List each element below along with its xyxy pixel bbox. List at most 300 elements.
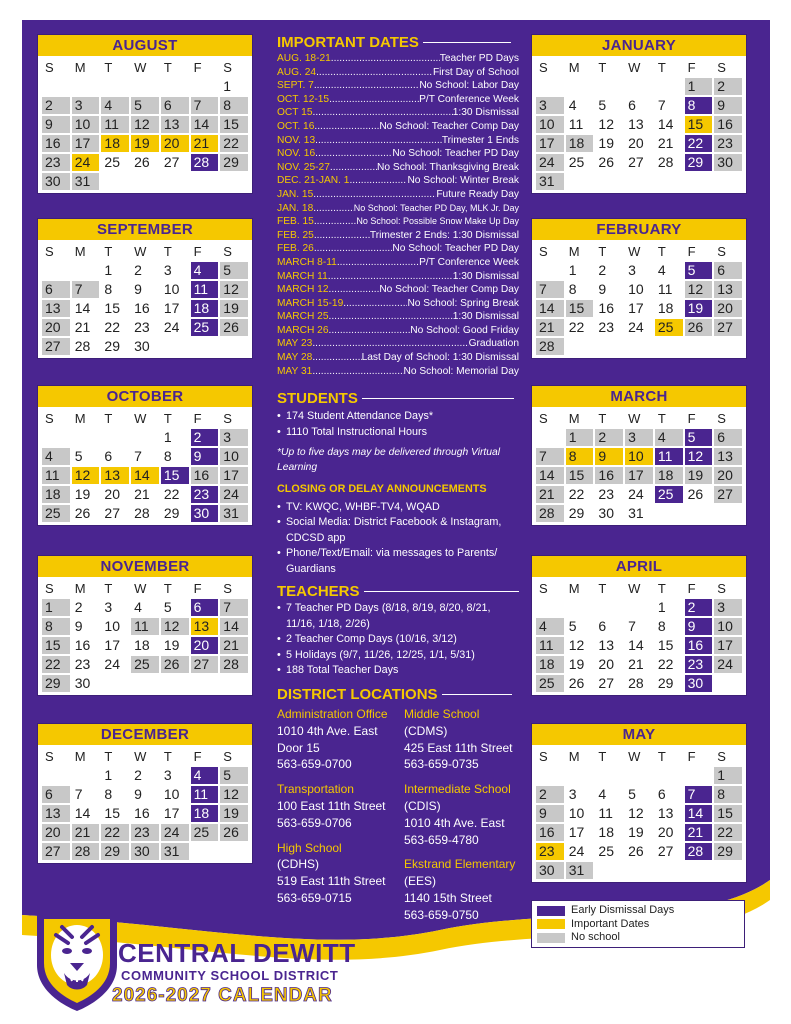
important-date-date: OCT 15 <box>277 107 313 119</box>
day-cell: 2 <box>536 786 564 803</box>
important-date-date: MARCH 12 <box>277 284 329 296</box>
day-cell: 16 <box>134 805 150 821</box>
day-cell: 30 <box>74 675 91 691</box>
day-cell: 15 <box>104 805 120 821</box>
important-date-row <box>277 120 519 134</box>
important-date-row <box>277 337 519 351</box>
empty-cell <box>566 767 594 784</box>
day-cell: 31 <box>566 862 594 879</box>
day-cell: 19 <box>131 135 159 152</box>
important-date-event: First Day of School <box>432 66 519 78</box>
day-cell: 6 <box>42 786 70 803</box>
day-cell: 4 <box>655 429 683 446</box>
day-cell: 9 <box>42 116 70 133</box>
dot-leader <box>337 256 419 270</box>
locations-title <box>277 686 512 703</box>
empty-cell <box>131 78 159 95</box>
important-dates-title <box>277 34 511 51</box>
day-cell: 24 <box>568 843 585 859</box>
dot-leader <box>312 106 452 120</box>
day-cell: 19 <box>568 656 585 672</box>
important-date-date: AUG. 24 <box>277 66 317 78</box>
day-cell: 15 <box>685 116 713 133</box>
day-cell: 22 <box>104 319 120 335</box>
weekday-header: F <box>687 749 696 764</box>
day-cell: 7 <box>628 618 636 634</box>
day-cell: 9 <box>191 448 219 465</box>
dot-leader <box>313 188 436 202</box>
day-cell: 10 <box>220 448 248 465</box>
day-cell: 12 <box>220 786 248 803</box>
day-cell: 20 <box>104 486 120 502</box>
important-date-row <box>277 242 519 256</box>
month-grid <box>532 56 746 193</box>
day-cell: 4 <box>536 618 564 635</box>
day-cell: 5 <box>220 262 248 279</box>
important-date-row <box>277 310 519 324</box>
day-cell: 8 <box>163 448 172 464</box>
important-date-row <box>277 188 519 202</box>
title-rule <box>442 694 512 695</box>
important-date-date: MARCH 11 <box>277 270 328 282</box>
location-name: Intermediate School <box>404 782 511 797</box>
day-cell: 19 <box>685 467 713 484</box>
weekday-header: T <box>657 244 666 259</box>
important-date-date: JAN. 15 <box>277 188 314 200</box>
day-cell: 18 <box>134 637 150 653</box>
location-line: (CDMS) <box>404 723 448 738</box>
day-cell: 18 <box>191 300 219 317</box>
weekday-header: F <box>193 244 202 259</box>
important-dates-list <box>277 52 519 378</box>
day-cell: 20 <box>628 135 644 151</box>
day-cell: 23 <box>714 135 742 152</box>
day-cell: 19 <box>598 135 614 151</box>
month-title-may: MAY <box>532 724 746 745</box>
day-cell: 17 <box>536 135 564 152</box>
important-date-event: 1:30 Dismissal <box>452 311 519 323</box>
location-line: 563-659-0706 <box>277 815 352 830</box>
weekday-header: S <box>45 411 54 426</box>
day-cell: 27 <box>598 675 614 691</box>
month-january <box>531 34 747 194</box>
weekday-header: T <box>657 749 666 764</box>
month-december <box>37 723 253 864</box>
brand-calendar-year: 2026-2027 CALENDAR <box>112 985 333 1006</box>
month-grid <box>38 577 252 695</box>
empty-cell <box>101 429 129 446</box>
location-line: (CDIS) <box>404 798 441 813</box>
weekday-header: T <box>163 411 172 426</box>
day-cell: 8 <box>104 786 113 802</box>
dot-leader <box>312 351 361 365</box>
day-cell: 1 <box>566 429 594 446</box>
weekday-header: M <box>568 60 580 75</box>
important-date-event: No School: Teacher Comp Day <box>379 284 519 296</box>
important-date-event: No School: Thanksgiving Break <box>377 161 519 173</box>
weekday-header: F <box>193 411 202 426</box>
empty-cell <box>536 599 564 616</box>
day-cell: 20 <box>42 319 70 336</box>
location-name: Administration Office <box>277 707 388 721</box>
teachers-bullet: • 7 Teacher PD Days (8/18, 8/19, 8/20, 8/21, 11/16, 1/18, 2/26) <box>277 601 513 632</box>
day-cell: 25 <box>191 824 219 841</box>
day-cell: 3 <box>104 599 113 615</box>
weekday-header: W <box>628 60 641 75</box>
important-date-date: DEC. 21-JAN. 1 <box>277 175 350 187</box>
day-cell: 15 <box>161 467 189 484</box>
day-cell: 24 <box>714 656 742 673</box>
location-line: (CDHS) <box>277 857 319 872</box>
important-date-row <box>277 202 519 216</box>
location-line: 100 East 11th Street <box>277 798 386 813</box>
day-cell: 29 <box>714 843 742 860</box>
day-cell: 24 <box>161 824 189 841</box>
month-title-january: JANUARY <box>532 35 746 56</box>
weekday-header: S <box>717 244 726 259</box>
important-date-date: MARCH 8-11 <box>277 256 337 268</box>
location-line: 519 East 11th Street <box>277 874 386 889</box>
weekday-header: S <box>539 411 548 426</box>
day-cell: 31 <box>628 505 644 521</box>
important-date-event: No School: Winter Break <box>407 175 519 187</box>
day-cell: 28 <box>628 675 644 691</box>
day-cell: 22 <box>685 135 713 152</box>
weekday-header: S <box>717 60 726 75</box>
title-rule <box>364 591 519 592</box>
day-cell: 17 <box>628 300 644 316</box>
month-title-december: DECEMBER <box>38 724 252 745</box>
day-cell: 3 <box>163 767 172 783</box>
day-cell: 30 <box>191 505 219 522</box>
day-cell: 13 <box>161 116 189 133</box>
empty-cell <box>72 78 100 95</box>
weekday-header: T <box>598 749 607 764</box>
day-cell: 1 <box>104 262 113 278</box>
teachers-bullet: • 5 Holidays (9/7, 11/26, 12/25, 1/1, 5/31) <box>277 648 513 664</box>
day-cell: 21 <box>536 319 564 336</box>
day-cell: 27 <box>191 656 219 673</box>
day-cell: 28 <box>536 338 564 355</box>
empty-cell <box>625 767 653 784</box>
location-line: 563-659-0700 <box>277 757 352 772</box>
important-date-event: Future Ready Day <box>436 188 519 200</box>
brand-district-subtitle: COMMUNITY SCHOOL DISTRICT <box>121 968 339 983</box>
day-cell: 26 <box>220 319 248 336</box>
important-date-event: No School: Spring Break <box>407 297 519 309</box>
day-cell: 18 <box>566 135 594 152</box>
important-date-date: MARCH 15-19 <box>277 297 344 309</box>
day-cell: 16 <box>536 824 564 841</box>
month-title-march: MARCH <box>532 386 746 407</box>
day-cell: 24 <box>104 656 120 672</box>
day-cell: 16 <box>134 300 150 316</box>
day-cell: 28 <box>72 843 100 860</box>
day-cell: 17 <box>104 637 120 653</box>
weekday-header: S <box>223 581 232 596</box>
important-date-row <box>277 283 519 297</box>
weekday-header: T <box>163 581 172 596</box>
locations-title-text: DISTRICT LOCATIONS <box>277 686 438 703</box>
day-cell: 18 <box>655 467 683 484</box>
empty-cell <box>536 429 564 446</box>
weekday-header: M <box>74 581 86 596</box>
locations-left <box>277 706 401 915</box>
important-date-event: Graduation <box>468 338 519 350</box>
day-cell: 21 <box>628 656 644 672</box>
empty-cell <box>536 262 564 279</box>
location-block <box>277 781 401 831</box>
location-line: (EES) <box>404 874 437 889</box>
day-cell: 23 <box>191 486 219 503</box>
month-september <box>37 218 253 359</box>
important-date-row <box>277 324 519 338</box>
day-cell: 20 <box>714 467 742 484</box>
important-date-date: MARCH 26 <box>277 324 329 336</box>
month-title-november: NOVEMBER <box>38 556 252 577</box>
weekday-header: S <box>45 244 54 259</box>
day-cell: 14 <box>220 618 248 635</box>
day-cell: 12 <box>72 467 100 484</box>
day-cell: 16 <box>191 467 219 484</box>
day-cell: 31 <box>161 843 189 860</box>
day-cell: 10 <box>568 805 585 821</box>
empty-cell <box>655 78 683 95</box>
day-cell: 9 <box>595 448 623 465</box>
day-cell: 8 <box>657 618 666 634</box>
day-cell: 28 <box>191 154 219 171</box>
location-name: Transportation <box>277 782 354 797</box>
day-cell: 26 <box>685 319 713 336</box>
important-date-date: SEPT. 7 <box>277 80 314 92</box>
weekday-header: F <box>193 749 202 764</box>
dot-leader <box>314 120 379 134</box>
weekday-header: W <box>134 411 147 426</box>
day-cell: 2 <box>74 599 83 615</box>
day-cell: 30 <box>598 505 614 521</box>
day-cell: 12 <box>598 116 614 132</box>
dot-leader <box>328 270 453 284</box>
legend-label: No school <box>571 931 620 943</box>
weekday-header: S <box>539 749 548 764</box>
day-cell: 11 <box>191 786 219 803</box>
weekday-header: T <box>657 411 666 426</box>
day-cell: 19 <box>628 824 644 840</box>
dot-leader <box>329 310 453 324</box>
legend <box>531 900 745 948</box>
day-cell: 1 <box>223 78 232 94</box>
day-cell: 29 <box>163 505 180 521</box>
day-cell: 7 <box>220 599 248 616</box>
day-cell: 30 <box>134 338 150 354</box>
weekday-header: S <box>45 60 54 75</box>
day-cell: 11 <box>191 281 219 298</box>
weekday-header: W <box>628 411 641 426</box>
day-cell: 12 <box>161 618 189 635</box>
day-cell: 26 <box>161 656 189 673</box>
weekday-header: M <box>568 411 580 426</box>
day-cell: 5 <box>131 97 159 114</box>
empty-cell <box>685 767 713 784</box>
day-cell: 7 <box>134 448 142 464</box>
day-cell: 3 <box>568 786 577 802</box>
day-cell: 13 <box>714 281 742 298</box>
weekday-header: M <box>74 749 86 764</box>
day-cell: 12 <box>685 281 713 298</box>
month-november <box>37 555 253 696</box>
weekday-header: S <box>717 581 726 596</box>
day-cell: 4 <box>101 97 129 114</box>
brand-district-name: CENTRAL DEWITT <box>118 938 356 968</box>
location-block <box>404 706 528 773</box>
weekday-header: T <box>104 749 113 764</box>
day-cell: 22 <box>163 486 180 502</box>
day-cell: 17 <box>220 467 248 484</box>
day-cell: 2 <box>714 78 742 95</box>
weekday-header: W <box>134 581 147 596</box>
day-cell: 27 <box>42 338 70 355</box>
day-cell: 10 <box>104 618 120 634</box>
dot-leader <box>314 215 357 229</box>
month-grid <box>38 745 252 863</box>
month-title-april: APRIL <box>532 556 746 577</box>
day-cell: 9 <box>536 805 564 822</box>
weekday-header: W <box>628 581 641 596</box>
students-bullet: • 1110 Total Instructional Hours <box>277 425 517 441</box>
empty-cell <box>536 767 564 784</box>
virtual-learning-note: *Up to five days may be delivered through Virtual Learning <box>277 447 501 473</box>
empty-cell <box>595 78 623 95</box>
weekday-header: W <box>628 244 641 259</box>
weekday-header: F <box>193 581 202 596</box>
day-cell: 11 <box>655 448 683 465</box>
students-section <box>277 409 517 577</box>
day-cell: 21 <box>72 824 100 841</box>
important-date-date: FEB. 26 <box>277 243 314 255</box>
weekday-header: T <box>104 411 113 426</box>
day-cell: 11 <box>568 116 584 132</box>
important-date-date: OCT. 12-15 <box>277 93 330 105</box>
day-cell: 17 <box>625 467 653 484</box>
closing-bullet: • Social Media: District Facebook & Instagram, CDCSD app <box>277 515 511 546</box>
day-cell: 25 <box>131 656 159 673</box>
day-cell: 1 <box>568 262 577 278</box>
day-cell: 21 <box>134 486 150 502</box>
important-date-row <box>277 365 519 379</box>
dot-leader <box>314 242 393 256</box>
weekday-header: T <box>163 749 172 764</box>
location-name: Ekstrand Elementary <box>404 857 516 872</box>
day-cell: 26 <box>220 824 248 841</box>
important-date-event: No School: Teacher PD Day <box>392 243 519 255</box>
dot-leader <box>343 297 407 311</box>
day-cell: 27 <box>657 843 674 859</box>
day-cell: 17 <box>163 300 180 316</box>
day-cell: 13 <box>657 805 674 821</box>
day-cell: 23 <box>42 154 70 171</box>
day-cell: 13 <box>101 467 129 484</box>
location-line: 563-659-0735 <box>404 757 479 772</box>
month-grid <box>38 407 252 525</box>
day-cell: 10 <box>163 281 180 297</box>
weekday-header: T <box>598 60 607 75</box>
weekday-header: W <box>134 749 147 764</box>
weekday-header: S <box>539 60 548 75</box>
day-cell: 9 <box>74 618 83 634</box>
day-cell: 25 <box>655 486 683 503</box>
important-date-event: No School: Possible Snow Make Up Day <box>356 216 519 227</box>
location-name: Middle School <box>404 707 480 721</box>
month-may <box>531 723 747 883</box>
day-cell: 25 <box>536 675 564 692</box>
day-cell: 28 <box>657 154 674 170</box>
day-cell: 28 <box>536 505 564 522</box>
day-cell: 17 <box>163 805 180 821</box>
location-line: 1140 15th Street <box>404 890 492 905</box>
day-cell: 22 <box>568 486 585 502</box>
day-cell: 23 <box>598 319 614 335</box>
important-date-event: No School: Labor Day <box>419 80 519 92</box>
dot-leader <box>331 52 440 66</box>
weekday-header: T <box>657 581 666 596</box>
dot-leader <box>314 229 370 243</box>
day-cell: 9 <box>598 281 607 297</box>
month-grid <box>532 240 746 358</box>
empty-cell <box>131 429 159 446</box>
empty-cell <box>42 429 70 446</box>
important-date-date: MAY 28 <box>277 352 313 364</box>
day-cell: 5 <box>220 767 248 784</box>
location-block <box>404 856 528 923</box>
day-cell: 11 <box>131 618 159 635</box>
dot-leader <box>315 147 392 161</box>
important-date-event: 1:30 Dismissal <box>452 107 519 119</box>
important-date-row <box>277 270 519 284</box>
day-cell: 5 <box>74 448 83 464</box>
day-cell: 6 <box>161 97 189 114</box>
dot-leader <box>330 161 377 175</box>
important-date-row <box>277 106 519 120</box>
weekday-header: T <box>163 60 172 75</box>
day-cell: 22 <box>714 824 742 841</box>
weekday-header: F <box>687 581 696 596</box>
month-title-october: OCTOBER <box>38 386 252 407</box>
day-cell: 3 <box>72 97 100 114</box>
important-date-row <box>277 161 519 175</box>
day-cell: 12 <box>628 805 644 821</box>
day-cell: 26 <box>74 505 91 521</box>
day-cell: 7 <box>657 97 666 113</box>
day-cell: 30 <box>714 154 742 171</box>
day-cell: 2 <box>598 262 607 278</box>
day-cell: 13 <box>42 805 70 822</box>
dot-leader <box>316 66 433 80</box>
weekday-header: T <box>657 60 666 75</box>
empty-cell <box>536 78 564 95</box>
dot-leader <box>312 365 403 379</box>
day-cell: 4 <box>568 97 577 113</box>
teachers-title-text: TEACHERS <box>277 583 360 600</box>
weekday-header: T <box>104 60 113 75</box>
location-line: Door 15 <box>277 740 320 755</box>
day-cell: 7 <box>191 97 219 114</box>
day-cell: 29 <box>568 505 585 521</box>
day-cell: 14 <box>131 467 159 484</box>
day-cell: 16 <box>42 135 70 152</box>
legend-label: Important Dates <box>571 917 650 930</box>
day-cell: 5 <box>685 262 713 279</box>
empty-cell <box>101 78 129 95</box>
